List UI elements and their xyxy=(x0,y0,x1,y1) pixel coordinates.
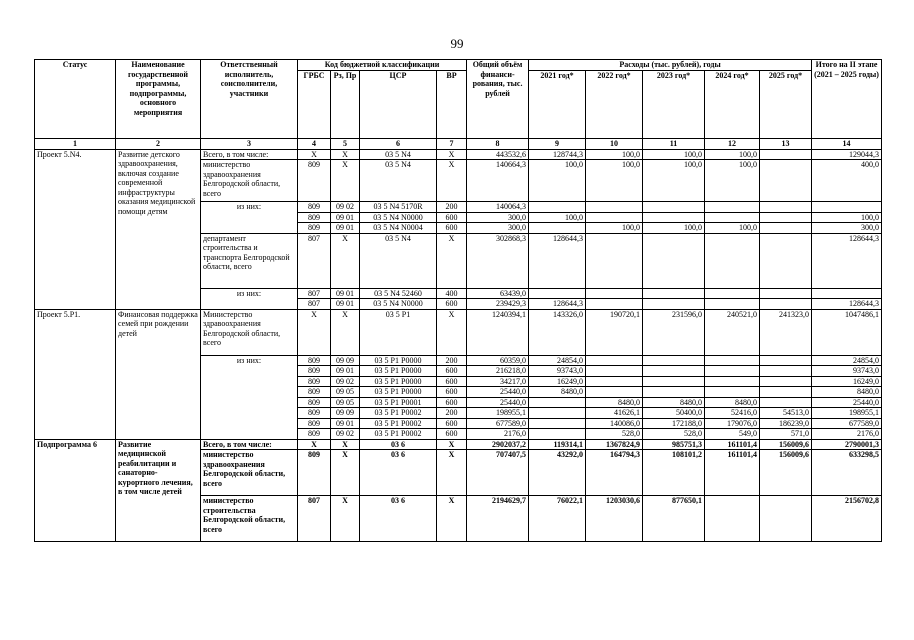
cell-rzpr: X xyxy=(331,309,360,355)
cell-stage xyxy=(812,202,882,213)
cell-sum: 25440,0 xyxy=(467,397,529,408)
cell-grbs: 809 xyxy=(298,202,331,213)
cell-vr: X xyxy=(437,309,467,355)
cell-grbs: 809 xyxy=(298,212,331,223)
cell-y2021: 128644,3 xyxy=(529,299,586,310)
cell-vr: 200 xyxy=(437,202,467,213)
cell-rzpr: 09 02 xyxy=(331,376,360,387)
cell-y2023 xyxy=(643,202,705,213)
cell-grbs: 809 xyxy=(298,376,331,387)
cell-grbs: 807 xyxy=(298,233,331,288)
cell-rzpr: 09 01 xyxy=(331,299,360,310)
cell-y2025 xyxy=(760,160,812,202)
cell-csr: 03 5 P1 P0001 xyxy=(360,397,437,408)
col-num: 7 xyxy=(437,138,467,149)
cell-grbs: X xyxy=(298,439,331,450)
responsible-cell: из них: xyxy=(201,202,298,234)
cell-rzpr: 09 01 xyxy=(331,288,360,299)
col-num: 6 xyxy=(360,138,437,149)
cell-y2023: 108101,2 xyxy=(643,450,705,496)
cell-rzpr: 09 02 xyxy=(331,429,360,440)
cell-csr: 03 5 N4 N0000 xyxy=(360,299,437,310)
cell-csr: 03 5 P1 P0000 xyxy=(360,376,437,387)
cell-csr: 03 6 xyxy=(360,439,437,450)
cell-y2024 xyxy=(705,233,760,288)
cell-vr: X xyxy=(437,233,467,288)
responsible-cell: Всего, в том числе: xyxy=(201,149,298,160)
cell-y2022: 1367824,9 xyxy=(586,439,643,450)
table-row xyxy=(35,439,882,450)
cell-y2025: 54513,0 xyxy=(760,408,812,419)
cell-grbs: X xyxy=(298,309,331,355)
cell-rzpr: 09 05 xyxy=(331,397,360,408)
cell-y2024: 8480,0 xyxy=(705,397,760,408)
status-cell: Проект 5.N4. xyxy=(35,149,116,309)
responsible-cell: из них: xyxy=(201,288,298,309)
cell-stage: 129044,3 xyxy=(812,149,882,160)
header-responsible: Ответственный исполнитель, соисполнители, участники xyxy=(201,60,298,139)
cell-grbs: 807 xyxy=(298,299,331,310)
col-num: 9 xyxy=(529,138,586,149)
cell-y2022: 140086,0 xyxy=(586,418,643,429)
cell-stage: 2176,0 xyxy=(812,429,882,440)
cell-vr: X xyxy=(437,450,467,496)
table-body xyxy=(35,149,882,542)
cell-vr: X xyxy=(437,149,467,160)
cell-stage: 2156702,8 xyxy=(812,496,882,542)
cell-stage xyxy=(812,288,882,299)
cell-y2022: 41626,1 xyxy=(586,408,643,419)
header-vr: ВР xyxy=(437,70,467,138)
cell-y2024: 100,0 xyxy=(705,149,760,160)
name-cell: Развитие медицинской реабилитации и санаторно-курортного лечения, в том числе детей xyxy=(116,439,201,542)
header-2021: 2021 год* xyxy=(529,70,586,138)
cell-vr: 600 xyxy=(437,418,467,429)
responsible-cell: Министерство здравоохранения Белгородской области, всего xyxy=(201,309,298,355)
cell-y2023 xyxy=(643,376,705,387)
cell-vr: 600 xyxy=(437,299,467,310)
cell-y2022 xyxy=(586,288,643,299)
table-row xyxy=(35,149,882,160)
cell-y2022 xyxy=(586,355,643,366)
cell-sum: 25440,0 xyxy=(467,387,529,398)
cell-y2024: 179076,0 xyxy=(705,418,760,429)
header-2025: 2025 год* xyxy=(760,70,812,138)
cell-y2023: 100,0 xyxy=(643,149,705,160)
cell-vr: 600 xyxy=(437,429,467,440)
col-num: 1 xyxy=(35,138,116,149)
cell-grbs: 809 xyxy=(298,387,331,398)
cell-rzpr: X xyxy=(331,149,360,160)
cell-y2021: 93743,0 xyxy=(529,366,586,377)
cell-csr: 03 5 P1 P0000 xyxy=(360,366,437,377)
cell-rzpr: X xyxy=(331,160,360,202)
cell-y2024: 52416,0 xyxy=(705,408,760,419)
cell-rzpr: X xyxy=(331,496,360,542)
cell-y2022: 190720,1 xyxy=(586,309,643,355)
cell-grbs: 807 xyxy=(298,496,331,542)
responsible-cell: из них: xyxy=(201,355,298,439)
cell-y2024: 100,0 xyxy=(705,160,760,202)
cell-csr: 03 5 P1 P0000 xyxy=(360,387,437,398)
cell-y2021 xyxy=(529,397,586,408)
cell-y2023: 231596,0 xyxy=(643,309,705,355)
cell-y2025 xyxy=(760,376,812,387)
cell-y2022: 528,0 xyxy=(586,429,643,440)
cell-y2025 xyxy=(760,212,812,223)
cell-y2024 xyxy=(705,366,760,377)
cell-vr: 200 xyxy=(437,355,467,366)
cell-grbs: 809 xyxy=(298,450,331,496)
cell-y2021: 43292,0 xyxy=(529,450,586,496)
cell-vr: 400 xyxy=(437,288,467,299)
cell-rzpr: X xyxy=(331,439,360,450)
cell-y2024: 100,0 xyxy=(705,223,760,234)
cell-y2023: 877650,1 xyxy=(643,496,705,542)
cell-y2022: 100,0 xyxy=(586,223,643,234)
cell-stage: 400,0 xyxy=(812,160,882,202)
header-csr: ЦСР xyxy=(360,70,437,138)
cell-y2021: 8480,0 xyxy=(529,387,586,398)
cell-vr: X xyxy=(437,496,467,542)
cell-csr: 03 5 P1 xyxy=(360,309,437,355)
cell-y2025: 186239,0 xyxy=(760,418,812,429)
cell-csr: 03 5 N4 xyxy=(360,160,437,202)
col-num: 3 xyxy=(201,138,298,149)
cell-y2021 xyxy=(529,418,586,429)
cell-sum: 198955,1 xyxy=(467,408,529,419)
header-rzpr: Рз, Пр xyxy=(331,70,360,138)
cell-sum: 302868,3 xyxy=(467,233,529,288)
cell-y2024 xyxy=(705,387,760,398)
cell-sum: 34217,0 xyxy=(467,376,529,387)
cell-grbs: 809 xyxy=(298,366,331,377)
cell-sum: 300,0 xyxy=(467,212,529,223)
cell-y2024 xyxy=(705,299,760,310)
cell-y2025 xyxy=(760,288,812,299)
table-header xyxy=(35,60,882,150)
cell-y2021: 119314,1 xyxy=(529,439,586,450)
cell-csr: 03 5 N4 5170R xyxy=(360,202,437,213)
cell-vr: 600 xyxy=(437,366,467,377)
cell-y2022: 8480,0 xyxy=(586,397,643,408)
cell-stage: 633298,5 xyxy=(812,450,882,496)
cell-y2023: 8480,0 xyxy=(643,397,705,408)
cell-y2023 xyxy=(643,299,705,310)
cell-y2023 xyxy=(643,366,705,377)
cell-y2025 xyxy=(760,366,812,377)
cell-y2022 xyxy=(586,376,643,387)
cell-stage: 128644,3 xyxy=(812,299,882,310)
cell-y2021: 100,0 xyxy=(529,212,586,223)
cell-y2023: 528,0 xyxy=(643,429,705,440)
cell-y2025: 156009,6 xyxy=(760,450,812,496)
cell-stage: 25440,0 xyxy=(812,397,882,408)
cell-y2025 xyxy=(760,223,812,234)
col-num: 14 xyxy=(812,138,882,149)
page-number: 99 xyxy=(450,36,464,51)
header-kbk: Код бюджетной классификации xyxy=(298,60,467,71)
cell-sum: 60359,0 xyxy=(467,355,529,366)
cell-y2021: 100,0 xyxy=(529,160,586,202)
responsible-cell: Всего, в том числе: xyxy=(201,439,298,450)
cell-csr: 03 5 P1 P0002 xyxy=(360,418,437,429)
cell-y2023 xyxy=(643,355,705,366)
cell-y2025 xyxy=(760,397,812,408)
cell-y2022: 164794,3 xyxy=(586,450,643,496)
cell-stage: 93743,0 xyxy=(812,366,882,377)
cell-grbs: 807 xyxy=(298,288,331,299)
cell-csr: 03 5 P1 P0002 xyxy=(360,429,437,440)
cell-y2022: 1203030,6 xyxy=(586,496,643,542)
status-cell: Проект 5.P1. xyxy=(35,309,116,439)
cell-y2025 xyxy=(760,299,812,310)
col-num: 4 xyxy=(298,138,331,149)
cell-y2023 xyxy=(643,233,705,288)
cell-grbs: 809 xyxy=(298,355,331,366)
responsible-cell: департамент строительства и транспорта Белгородской области, всего xyxy=(201,233,298,288)
cell-y2024 xyxy=(705,376,760,387)
cell-rzpr: 09 05 xyxy=(331,387,360,398)
cell-sum: 1240394,1 xyxy=(467,309,529,355)
cell-sum: 216218,0 xyxy=(467,366,529,377)
cell-y2022 xyxy=(586,387,643,398)
cell-y2023 xyxy=(643,212,705,223)
cell-grbs: 809 xyxy=(298,160,331,202)
cell-stage: 2790001,3 xyxy=(812,439,882,450)
cell-stage: 677589,0 xyxy=(812,418,882,429)
cell-y2021 xyxy=(529,288,586,299)
header-total: Общий объём финанси-рования, тыс. рублей xyxy=(467,60,529,139)
cell-grbs: 809 xyxy=(298,408,331,419)
cell-y2023 xyxy=(643,387,705,398)
cell-rzpr: 09 01 xyxy=(331,212,360,223)
name-cell: Развитие детского здравоохранения, включая создание современной инфраструктуры оказания медицинской помощи детям xyxy=(116,149,201,309)
cell-y2023: 172188,0 xyxy=(643,418,705,429)
status-cell: Подпрограмма 6 xyxy=(35,439,116,542)
cell-y2021: 16249,0 xyxy=(529,376,586,387)
cell-y2021 xyxy=(529,223,586,234)
cell-grbs: 809 xyxy=(298,397,331,408)
cell-grbs: 809 xyxy=(298,429,331,440)
header-name: Наименование государственной программы, подпрограммы, основного мероприятия xyxy=(116,60,201,139)
cell-y2025 xyxy=(760,496,812,542)
cell-csr: 03 5 N4 52460 xyxy=(360,288,437,299)
cell-y2024 xyxy=(705,496,760,542)
cell-vr: 200 xyxy=(437,408,467,419)
responsible-cell: министерство строительства Белгородской области, всего xyxy=(201,496,298,542)
cell-y2024: 161101,4 xyxy=(705,450,760,496)
cell-vr: 600 xyxy=(437,376,467,387)
cell-csr: 03 5 N4 N0000 xyxy=(360,212,437,223)
cell-y2021: 128644,3 xyxy=(529,233,586,288)
header-expenses: Расходы (тыс. рублей), годы xyxy=(529,60,812,71)
cell-y2025 xyxy=(760,355,812,366)
cell-y2024: 549,0 xyxy=(705,429,760,440)
cell-grbs: 809 xyxy=(298,223,331,234)
cell-y2022: 100,0 xyxy=(586,160,643,202)
responsible-cell: министерство здравоохранения Белгородской области, всего xyxy=(201,160,298,202)
cell-vr: 600 xyxy=(437,223,467,234)
cell-y2025 xyxy=(760,233,812,288)
cell-y2024 xyxy=(705,288,760,299)
cell-y2025 xyxy=(760,149,812,160)
cell-y2024: 240521,0 xyxy=(705,309,760,355)
header-grbs: ГРБС xyxy=(298,70,331,138)
cell-y2024 xyxy=(705,212,760,223)
cell-rzpr: 09 09 xyxy=(331,355,360,366)
cell-y2022 xyxy=(586,202,643,213)
cell-y2023: 100,0 xyxy=(643,160,705,202)
cell-y2022 xyxy=(586,299,643,310)
cell-stage: 128644,3 xyxy=(812,233,882,288)
cell-sum: 443532,6 xyxy=(467,149,529,160)
cell-y2021: 128744,3 xyxy=(529,149,586,160)
cell-y2022 xyxy=(586,212,643,223)
cell-y2024 xyxy=(705,202,760,213)
header-2022: 2022 год* xyxy=(586,70,643,138)
cell-y2022: 100,0 xyxy=(586,149,643,160)
cell-vr: 600 xyxy=(437,212,467,223)
cell-y2021 xyxy=(529,202,586,213)
cell-csr: 03 5 P1 P0000 xyxy=(360,355,437,366)
cell-sum: 2902037,2 xyxy=(467,439,529,450)
cell-stage: 100,0 xyxy=(812,212,882,223)
col-num: 10 xyxy=(586,138,643,149)
col-num: 2 xyxy=(116,138,201,149)
cell-csr: 03 6 xyxy=(360,450,437,496)
column-numbers-row xyxy=(35,138,882,149)
cell-y2021: 76022,1 xyxy=(529,496,586,542)
cell-sum: 239429,3 xyxy=(467,299,529,310)
cell-y2023 xyxy=(643,288,705,299)
cell-stage: 1047486,1 xyxy=(812,309,882,355)
cell-rzpr: 09 01 xyxy=(331,223,360,234)
cell-y2025: 571,0 xyxy=(760,429,812,440)
col-num: 12 xyxy=(705,138,760,149)
cell-rzpr: 09 09 xyxy=(331,408,360,419)
cell-sum: 2194629,7 xyxy=(467,496,529,542)
header-2023: 2023 год* xyxy=(643,70,705,138)
cell-y2021 xyxy=(529,429,586,440)
cell-y2024: 161101,4 xyxy=(705,439,760,450)
cell-vr: X xyxy=(437,439,467,450)
cell-sum: 140664,3 xyxy=(467,160,529,202)
header-status: Статус xyxy=(35,60,116,139)
cell-rzpr: 09 02 xyxy=(331,202,360,213)
cell-rzpr: 09 01 xyxy=(331,366,360,377)
cell-rzpr: X xyxy=(331,450,360,496)
cell-csr: 03 5 N4 xyxy=(360,233,437,288)
cell-csr: 03 5 P1 P0002 xyxy=(360,408,437,419)
cell-sum: 677589,0 xyxy=(467,418,529,429)
cell-grbs: 809 xyxy=(298,418,331,429)
cell-stage: 300,0 xyxy=(812,223,882,234)
cell-y2023: 985751,3 xyxy=(643,439,705,450)
cell-sum: 2176,0 xyxy=(467,429,529,440)
cell-grbs: X xyxy=(298,149,331,160)
cell-y2021: 24854,0 xyxy=(529,355,586,366)
col-num: 5 xyxy=(331,138,360,149)
cell-rzpr: 09 01 xyxy=(331,418,360,429)
cell-y2024 xyxy=(705,355,760,366)
cell-csr: 03 5 N4 N0004 xyxy=(360,223,437,234)
cell-sum: 140064,3 xyxy=(467,202,529,213)
header-2024: 2024 год* xyxy=(705,70,760,138)
cell-y2023: 50400,0 xyxy=(643,408,705,419)
budget-table xyxy=(34,59,882,542)
name-cell: Финансовая поддержка семей при рождении детей xyxy=(116,309,201,439)
table-row xyxy=(35,309,882,355)
col-num: 11 xyxy=(643,138,705,149)
cell-y2022 xyxy=(586,366,643,377)
cell-rzpr: X xyxy=(331,233,360,288)
cell-sum: 300,0 xyxy=(467,223,529,234)
cell-y2022 xyxy=(586,233,643,288)
cell-vr: 600 xyxy=(437,397,467,408)
cell-vr: 600 xyxy=(437,387,467,398)
cell-y2025: 241323,0 xyxy=(760,309,812,355)
cell-csr: 03 5 N4 xyxy=(360,149,437,160)
col-num: 13 xyxy=(760,138,812,149)
cell-sum: 707407,5 xyxy=(467,450,529,496)
cell-y2025: 156009,6 xyxy=(760,439,812,450)
col-num: 8 xyxy=(467,138,529,149)
cell-y2025 xyxy=(760,387,812,398)
cell-y2021: 143326,0 xyxy=(529,309,586,355)
cell-y2021 xyxy=(529,408,586,419)
responsible-cell: министерство здравоохранения Белгородской области, всего xyxy=(201,450,298,496)
cell-csr: 03 6 xyxy=(360,496,437,542)
cell-stage: 16249,0 xyxy=(812,376,882,387)
cell-y2025 xyxy=(760,202,812,213)
cell-y2023: 100,0 xyxy=(643,223,705,234)
header-stage-total: Итого на II этапе (2021 – 2025 годы) xyxy=(812,60,882,139)
cell-stage: 198955,1 xyxy=(812,408,882,419)
cell-stage: 8480,0 xyxy=(812,387,882,398)
cell-sum: 63439,0 xyxy=(467,288,529,299)
cell-vr: X xyxy=(437,160,467,202)
cell-stage: 24854,0 xyxy=(812,355,882,366)
